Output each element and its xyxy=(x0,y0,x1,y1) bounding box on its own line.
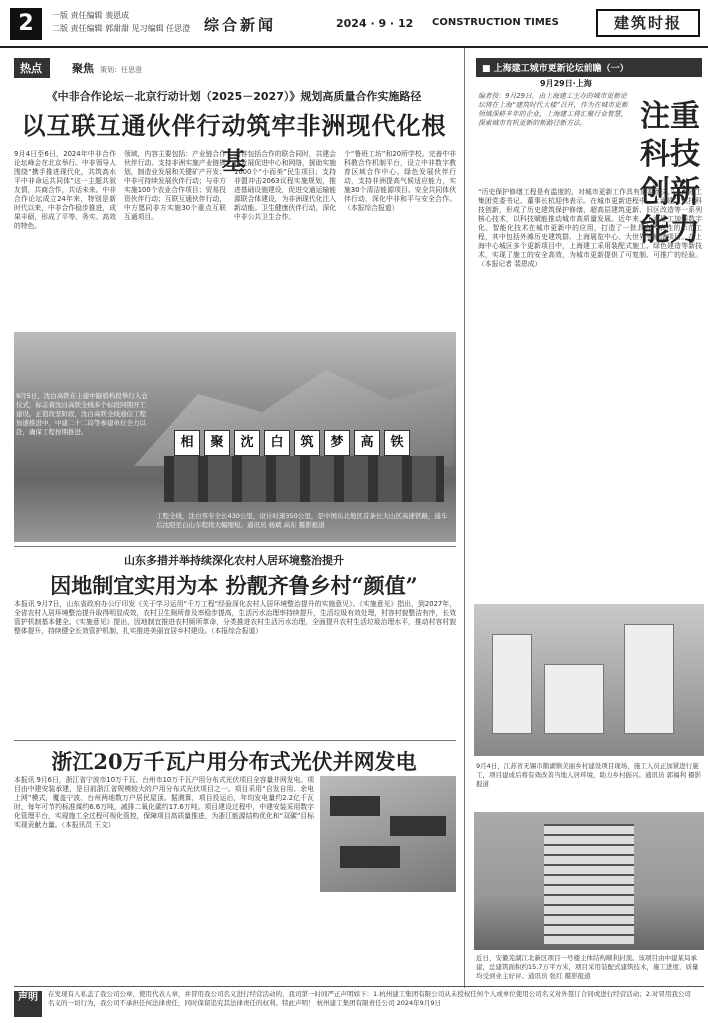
shandong-kicker: 山东多措并举持续深化农村人居环境整治提升 xyxy=(124,554,344,567)
issue-date: 2024 · 9 · 12 xyxy=(336,17,414,30)
editors-line-2: 二版 责任编辑 郭甜甜 见习编辑 任思澄 xyxy=(52,24,191,33)
sidebar-feature xyxy=(470,48,708,598)
solar-roof xyxy=(340,846,400,868)
section-divider xyxy=(14,546,456,547)
photo1-caption: 9月5日，沈白高铁在上建中隧盾构段举行入仓仪式，标志着沈白高铁全线多个标段同期开工建设。正值攻坚阶段，沈白高铁全线通信工程加速推进中，中建二十二局等参建单位全力以赴，确保工程按期推进。 xyxy=(16,392,148,436)
slogan-sign: 高 xyxy=(354,430,380,456)
photo4-caption: 近日，安徽芜湖江北新区项目一号楼主体结构顺利封顶。该项目由中建某局承建，总建筑面积约15.7万平方米，项目采用装配式建筑技术，施工进度、质量均受到业主好评。通讯员 张红 摄影报道 xyxy=(476,954,699,980)
solar-roof xyxy=(390,816,446,836)
lead-headline: 以互联互通伙伴行动筑牢非洲现代化根基 xyxy=(21,111,447,175)
editors-line-1: 一版 责任编辑 裴恩成 xyxy=(52,11,130,20)
zhejiang-headline: 浙江20万千瓦户用分布式光伏并网发电 xyxy=(51,749,417,774)
notice-text xyxy=(48,990,694,1008)
editors-info xyxy=(52,9,190,35)
hot-focus-badge: 热点 xyxy=(14,58,50,78)
building xyxy=(492,634,532,734)
sidebar-title: ■ 上海建工城市更新论坛前瞻（一） xyxy=(476,58,702,77)
notice-section xyxy=(14,986,704,1020)
village-photo xyxy=(474,604,704,756)
construction-photo xyxy=(474,812,704,950)
photo1-strip-text: 工程全线，沈白客专全长430公里，设计时速350公里，是中国东北地区首条长大山区高速铁路，通车后沈阳至白山车程将大幅缩短。通讯员 杨斌 高东 摄影报道 xyxy=(156,512,448,529)
building xyxy=(544,664,604,734)
paper-logo: 建筑时报 xyxy=(596,9,700,37)
column-divider xyxy=(464,48,465,988)
slogan-sign: 铁 xyxy=(384,430,410,456)
lead-column-2: 领域，内容主要包括：产业链合作伙伴行动、支持非洲实施产业链规划，制造业发展和关键矿产开发；中非可持续发展伙伴行动；与非方实施100个农业合作项目；贸易投资伙伴行动；互联互通伙伴行动，中方愿同非方实施30个重点互联互通项目。 xyxy=(124,150,226,221)
sidebar-date: 9月29日·上海 xyxy=(540,79,592,88)
workers-group xyxy=(164,456,444,502)
building xyxy=(624,624,674,734)
section-divider xyxy=(14,740,456,741)
sidebar-intro: 编者按：9月29日，由上海建工主办的城市更新论坛将在上海“建筑时代大楼”召开，作为在城市更新领域深耕多年的企业，上海建工将汇聚行业智慧，探索城市有机更新的新路径新方法。 xyxy=(478,92,628,127)
sidebar-big-headline: 注重科技创新能力 xyxy=(640,99,700,248)
sidebar-body: “历史保护修缮工程是有温度的，对城市更新工作具有重要意义。”上海建工集团党委书记、董事长杭迎伟表示。在城市更新进程中，上海建工依托科技创新，形成了历史建筑保护修缮、超高层建筑更新、旧区改造等一系列核心技术，以科技赋能推动城市高质量发展。近年来，上海建工加强数字化、智能化技术在城市更新中的应用，打造了一批具有代表性的示范工程，其中包括外滩历史建筑群、上海展览中心、大世界等修缮项目。在上海中心城区多个更新项目中，上海建工采用装配式施工、绿色建造等新技术，实现了施工的安全高效，为城市更新提供了可复制、可推广的经验。（本报记者 裴恩成） xyxy=(478,188,702,268)
slogan-sign: 白 xyxy=(264,430,290,456)
railway-ceremony-photo xyxy=(14,332,456,542)
slogan-sign: 筑 xyxy=(294,430,320,456)
shandong-body: 本报讯 9月7日，山东省政府办公厅印发《关于学习运用“千万工程”经验深化农村人居环境整治提升的实施意见》。《实施意见》指出，到2027年，全省农村人居环境整治提升取得明显成效，农村卫生厕所普及率稳步提高，生活污水治理率持续提升，生活垃圾有效处理，村容村貌整洁有序，长效管护机制基本健全。《实施意见》提出，因地制宜推进农村厕所革命，分类推进农村生活污水治理，全面提升农村生活垃圾治理水平，推动村容村貌整体提升，持续健全长效管护机制，扎实推进美丽宜居乡村建设。（本报综合报道） xyxy=(14,600,456,635)
zhejiang-body: 本报讯 9月6日，浙江省宁波市10万千瓦、台州市10万千瓦户用分布式光伏项目全容量并网发电。项目由中建安装承建，是目前浙江省规模较大的户用分布式光伏项目之一。项目采用“自发自用、余电上网”模式，覆盖宁波、台州两地数万户居民屋顶。据测算，项目投运后，年均发电量约2.2亿千瓦时，每年可节约标准煤约6.6万吨，减排二氧化碳约17.6万吨。项目建设过程中，中建安装采用数字化管理平台，实现施工全过程可视化管控，保障项目高质量推进，为浙江能源结构优化和“双碳”目标实现贡献力量。（本报讯员 王文） xyxy=(14,776,314,829)
building-under-construction xyxy=(544,824,634,944)
slogan-sign: 梦 xyxy=(324,430,350,456)
slogan-sign: 聚 xyxy=(204,430,230,456)
page-header xyxy=(0,0,708,48)
photo2-caption: 9月4日，江苏省无锡市鹅湖镇美丽乡村建设项目现场，施工人员正加紧进行施工，项目建成后将有效改善当地人居环境，助力乡村振兴。通讯员 郭福利 摄影报道 xyxy=(476,762,702,788)
lead-column-1: 9月4日至6日，2024年中非合作论坛峰会在北京举行。中非领导人围绕“携手推进现代化，共筑高水平中非命运共同体”这一主题共叙友情，共商合作，共话未来。中非合作论坛成立24年来，特别是新时代以来，中非合作稳步推进，成果丰硕，形成了平等、务实、高效的特色。 xyxy=(14,150,116,230)
page-number: 2 xyxy=(10,8,42,40)
notice-label: 声明 xyxy=(14,991,42,1017)
section-title: 综合新闻 xyxy=(204,16,277,34)
slogan-signs xyxy=(174,430,410,456)
solar-village-photo xyxy=(320,776,456,892)
solar-roof xyxy=(330,796,380,816)
notice-signature: 杭州建工集团有限责任公司 2024年9月9日 xyxy=(316,999,441,1007)
notice-body: 在发现有人私盖了我公司公章、使用代表人章，并冒用我公司名义进行经营活动的，我司第一时间严正声明如下：1.杭州建工集团有限公司从未授权任何个人或单位使用公司名义对外签订合同或进行经营活动；2.对冒用我公司名义的一切行为，我公司不承担任何法律责任，同时保留追究其法律责任的权利。特此声明！ xyxy=(48,990,691,1007)
slogan-sign: 沈 xyxy=(234,430,260,456)
lead-kicker: 《中非合作论坛－北京行动计划（2025－2027）》规划高质量合作实施路径 xyxy=(46,90,422,103)
slogan-sign: 相 xyxy=(174,430,200,456)
lead-column-4: 个“鲁班工坊”和20所学校。完善中非科教合作机制平台，设立中非数字教育区域合作中心。绿色发展伙伴行动，支持非洲提高气候适应能力，实施30个清洁能源项目。安全共同体伙伴行动，深化中非和平与安全合作。（本报综合报道） xyxy=(344,150,456,212)
hot-focus-editor: 策划：任思澄 xyxy=(100,66,142,74)
hot-focus-label: 聚焦 xyxy=(72,62,94,75)
lead-column-3: 内容包括合作的联合同时，共建会谈发展促进中心和网络，援助实施1000个“小而美”民生项目；支持非盟冲击2063议程实施规划，推进基础设施建设，促进交通运输能源联合体建设，为非洲现代化注入新动能。卫生健康伙伴行动，深化中非公共卫生合作。 xyxy=(234,150,336,221)
paper-name-en: CONSTRUCTION TIMES xyxy=(432,17,559,28)
shandong-headline: 因地制宜实用为本 扮靓齐鲁乡村“颜值” xyxy=(50,573,418,598)
